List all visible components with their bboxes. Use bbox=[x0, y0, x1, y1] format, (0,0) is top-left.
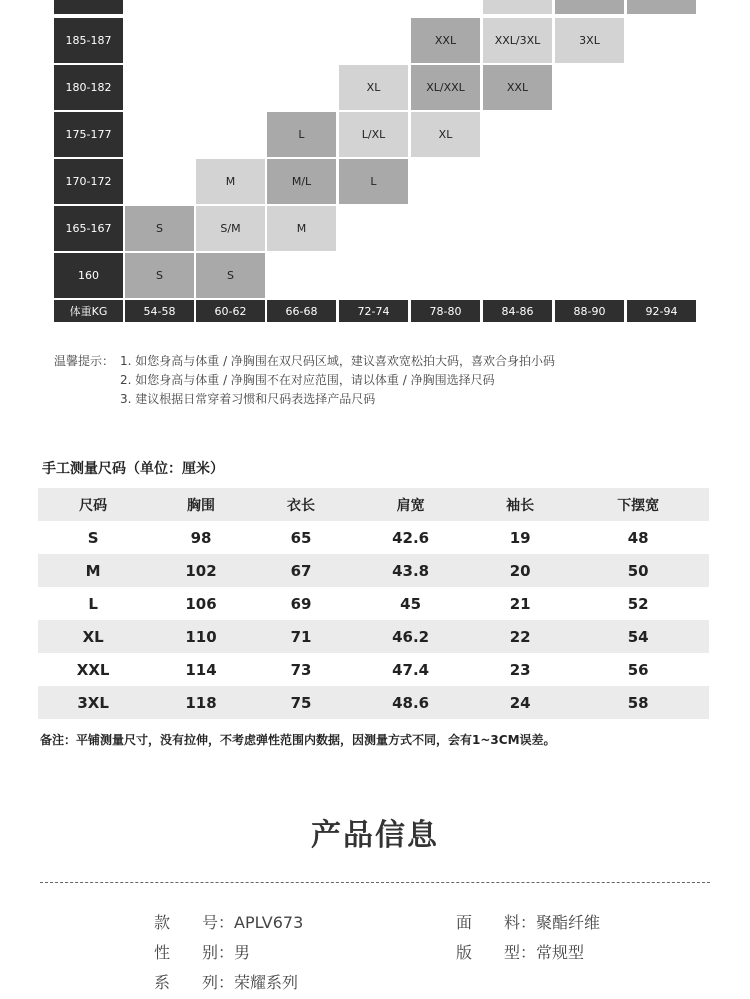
info-value: 男 bbox=[234, 943, 251, 962]
table-cell: 20 bbox=[509, 561, 531, 580]
info-key: 性 别： bbox=[154, 943, 235, 962]
size-tips bbox=[54, 352, 555, 409]
info-style-no bbox=[154, 910, 303, 933]
table-row bbox=[38, 620, 709, 653]
table-cell: 67 bbox=[290, 561, 312, 580]
table-cell: 24 bbox=[509, 693, 531, 712]
size-cell: XXL bbox=[411, 18, 480, 63]
weight-label: 54-58 bbox=[125, 300, 194, 322]
size-cell: XL bbox=[339, 65, 408, 110]
header-size: 尺码 bbox=[79, 497, 108, 514]
weight-label: 60-62 bbox=[196, 300, 265, 322]
height-label: 175-177 bbox=[54, 112, 123, 157]
header-sleeve: 袖长 bbox=[506, 497, 535, 514]
info-value: 常规型 bbox=[536, 943, 585, 962]
table-cell: 54 bbox=[627, 627, 649, 646]
table-cell: 118 bbox=[185, 693, 217, 712]
height-label-cutoff bbox=[54, 0, 123, 14]
table-cell: 58 bbox=[627, 693, 649, 712]
table-cell: 48 bbox=[627, 528, 649, 547]
size-cell: S bbox=[125, 206, 194, 251]
table-cell: 75 bbox=[290, 693, 312, 712]
info-series bbox=[154, 970, 298, 993]
height-label: 165-167 bbox=[54, 206, 123, 251]
size-cell: S bbox=[125, 253, 194, 298]
info-value: 聚酯纤维 bbox=[536, 913, 601, 932]
table-cell: 52 bbox=[627, 594, 649, 613]
size-cell: M bbox=[267, 206, 336, 251]
product-info-title: 产品信息 bbox=[311, 818, 439, 853]
weight-label: 88-90 bbox=[555, 300, 624, 322]
header-shoulder: 肩宽 bbox=[396, 497, 425, 514]
size-cell-cutoff bbox=[627, 0, 696, 14]
table-cell: 47.4 bbox=[392, 660, 430, 679]
measure-table bbox=[38, 488, 709, 719]
size-cell-cutoff bbox=[483, 0, 552, 14]
height-label: 180-182 bbox=[54, 65, 123, 110]
table-cell: 22 bbox=[509, 627, 531, 646]
tip-line-1: 1. 如您身高与体重 / 净胸围在双尺码区域，建议喜欢宽松拍大码，喜欢合身拍小码 bbox=[120, 354, 555, 368]
table-cell: L bbox=[88, 594, 98, 613]
info-key: 系 列： bbox=[154, 973, 235, 992]
size-cell: M/L bbox=[267, 159, 336, 204]
size-cell: XL/XXL bbox=[411, 65, 480, 110]
table-row bbox=[38, 554, 709, 587]
info-fabric bbox=[456, 910, 600, 933]
weight-label: 84-86 bbox=[483, 300, 552, 322]
size-cell: M bbox=[196, 159, 265, 204]
table-cell: 46.2 bbox=[392, 627, 430, 646]
weight-label: 92-94 bbox=[627, 300, 696, 322]
table-cell: 71 bbox=[290, 627, 312, 646]
size-cell: 3XL bbox=[555, 18, 624, 63]
size-chart bbox=[0, 0, 750, 330]
tips-lead: 温馨提示： bbox=[54, 354, 115, 368]
table-cell: 21 bbox=[509, 594, 531, 613]
measure-note: 备注：平铺测量尺寸，没有拉伸，不考虑弹性范围内数据，因测量方式不同，会有1~3CM误差。 bbox=[40, 733, 556, 747]
table-row bbox=[38, 587, 709, 620]
measure-table-title: 手工测量尺码（单位：厘米） bbox=[42, 461, 224, 477]
table-cell: 45 bbox=[400, 594, 422, 613]
info-key: 版 型： bbox=[456, 943, 537, 962]
info-fit bbox=[456, 940, 584, 963]
table-cell: 65 bbox=[290, 528, 312, 547]
info-key: 款 号： bbox=[154, 913, 235, 932]
table-cell: 19 bbox=[509, 528, 531, 547]
table-cell: 43.8 bbox=[392, 561, 430, 580]
size-cell: L bbox=[267, 112, 336, 157]
table-row bbox=[38, 521, 709, 554]
table-cell: XXL bbox=[76, 660, 110, 679]
info-value: 荣耀系列 bbox=[234, 973, 299, 992]
info-key: 面 料： bbox=[456, 913, 537, 932]
size-cell: XXL bbox=[483, 65, 552, 110]
weight-label: 66-68 bbox=[267, 300, 336, 322]
table-cell: 73 bbox=[290, 660, 312, 679]
table-cell: 56 bbox=[627, 660, 649, 679]
size-cell: XL bbox=[411, 112, 480, 157]
weight-axis-label: 体重KG bbox=[54, 300, 123, 322]
table-cell: S bbox=[87, 528, 99, 547]
table-cell: 42.6 bbox=[392, 528, 430, 547]
table-row bbox=[38, 653, 709, 686]
table-cell: 69 bbox=[290, 594, 312, 613]
table-cell: 110 bbox=[185, 627, 217, 646]
table-cell: 102 bbox=[185, 561, 217, 580]
info-value: APLV673 bbox=[234, 913, 304, 932]
height-label: 185-187 bbox=[54, 18, 123, 63]
table-cell: 106 bbox=[185, 594, 217, 613]
height-label: 170-172 bbox=[54, 159, 123, 204]
table-cell: 50 bbox=[627, 561, 649, 580]
size-cell: XXL/3XL bbox=[483, 18, 552, 63]
table-cell: 48.6 bbox=[392, 693, 430, 712]
table-cell: 23 bbox=[509, 660, 531, 679]
table-row bbox=[38, 686, 709, 719]
section-divider bbox=[40, 882, 710, 883]
header-hem: 下摆宽 bbox=[617, 497, 660, 514]
table-cell: 98 bbox=[190, 528, 212, 547]
size-cell: L bbox=[339, 159, 408, 204]
height-label: 160 bbox=[54, 253, 123, 298]
size-cell: S bbox=[196, 253, 265, 298]
table-cell: 3XL bbox=[77, 693, 109, 712]
size-cell-cutoff bbox=[555, 0, 624, 14]
size-cell: L/XL bbox=[339, 112, 408, 157]
table-cell: XL bbox=[82, 627, 104, 646]
info-gender bbox=[154, 940, 250, 963]
tip-line-3: 3. 建议根据日常穿着习惯和尺码表选择产品尺码 bbox=[120, 392, 376, 406]
table-header-row bbox=[38, 488, 709, 521]
table-cell: M bbox=[85, 561, 101, 580]
tip-line-2: 2. 如您身高与体重 / 净胸围不在对应范围，请以体重 / 净胸围选择尺码 bbox=[120, 373, 495, 387]
size-cell: S/M bbox=[196, 206, 265, 251]
weight-label: 72-74 bbox=[339, 300, 408, 322]
header-chest: 胸围 bbox=[187, 497, 216, 514]
header-length: 衣长 bbox=[287, 497, 315, 514]
weight-label: 78-80 bbox=[411, 300, 480, 322]
table-cell: 114 bbox=[185, 660, 217, 679]
